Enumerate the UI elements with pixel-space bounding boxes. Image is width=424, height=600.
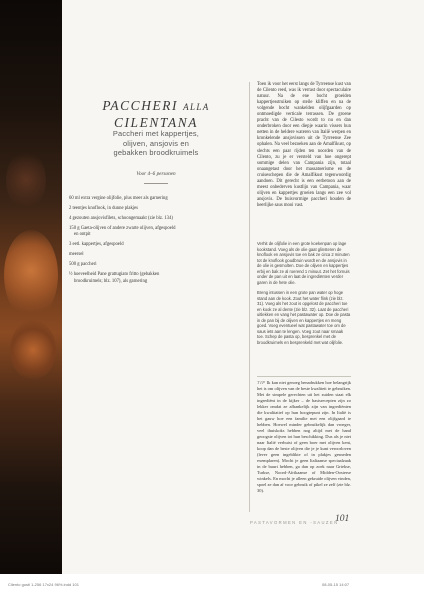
recipe-title xyxy=(62,98,250,130)
title-main: PACCHERI xyxy=(102,98,179,113)
servings-note: Voor 4–6 personen xyxy=(136,171,176,177)
print-slug xyxy=(0,574,424,600)
print-file-info: Cilento gusti 1-256 17x24 96%.indd 101 xyxy=(8,582,79,587)
recipe-subtitle: Paccheri met kappertjes, olijven, ansjovis en gebakken broodkruimels xyxy=(112,129,200,158)
ingredient-item: 60 ml extra vergine olijfolie, plus meer als garnering xyxy=(69,196,168,201)
section-label: PASTAVORMEN EN -SAUZEN xyxy=(250,520,339,525)
ingredient-list xyxy=(69,196,177,289)
tip-label: TIP xyxy=(257,380,266,385)
ingredient-item: 150 g Gaeta-olijven of andere zwarte olijven, afgespoeld en ontpit xyxy=(69,226,176,238)
method-step: Verhit de olijfolie in een grote koekenpan op lage kookstand. Voeg als de olie gaat glinsteren de knoflook en ansjovis toe en bak ze circa 2 minuten tot de knoflook goudbruin wordt en de ansjovis in de olie is gesmolten. Doe de olijven en kappertjes erbij en bak ze al roerend 1 minuut. Zet het fornuis onder de pan uit en laat de ingrediënten verder garen in de hete olie. xyxy=(257,241,350,285)
ingredient-item: meersel xyxy=(69,252,84,258)
ingredient-item: 3 eetl. kappertjes, afgespoeld xyxy=(69,242,124,248)
column-divider xyxy=(249,82,250,512)
ingredient-item: 2 teentjes knoflook, in dunne plakjes xyxy=(69,206,138,211)
divider xyxy=(144,183,168,184)
print-timestamp: 08-05-15 14:07 xyxy=(322,582,350,587)
title-alla: ALLA xyxy=(183,102,210,112)
tip-text: Ik kan niet genoeg benadrukken hoe belangrijk het is om olijven van de beste kwaliteit te gebruiken. Met de simpele gerechten uit het zuiden staat elk ingrediënt in de kijker – de basisrecepten zijn zo lekker omdat ze afhankelijk zijn van ingrediënten die kwalitatief op hun hoogtepunt zijn. In Italië is het gauw hoe een familie met een olijfgaard te hebben. Hoewel minder gebruikelijk dan vroeger, veel thuiskoks hebben nog altijd met de hand geoogste olijven tot hun beschikking. Dus als je niet naar Italië verhuist of geen boer met olijven kent, koop dan de beste olijven die je je kunt veroorloven (lever geen ingeblikte of in plakjes gesneden exemplaren). Mocht je geen Italiaanse speciaalzaak in de buurt hebben, ga dan op zoek naar Griekse, Turkse, Noord-Afrikaanse of Midden-Oosterse winkels. En mocht je alleen gekruide olijven vinden, spoel ze dan af voor gebruik of pikel ze zelf (zie blz. 30). xyxy=(257,380,351,493)
method-step: Breng intussen in een grote pan water op hoge stand aan de kook. Zout het water flink (zie blz. 31). Voeg als het zout is opgelost de paccheri toe en kook ze al dente (zie blz. 32). Laat de paccheri uitlekken en vang het pastawater op. Doe de pasta in de pan bij de olijven en kappertjes en meng goed. Voeg eventueel wat pastawater toe om de saus iets aan te lengen. Voeg zout naar smaak toe. Schep de pasta op, besprenkel met de broodkruimels en besprenkeld met wat olijfolie. xyxy=(257,290,351,345)
tip-box xyxy=(257,380,351,494)
intro-text: Toen ik voor het eerst langs de Tyrreense kust van de Cilento reed, was ik verrast door spectaculaire natuur. Na de ene bocht groeiden kappertjesstruiken op steile kliffen en na de volgende bocht wankelden olijfgaarden op ontmoedigde verticale terrassen. De groene pracht van de Cilesto wordt to nu en dan onderbroken door een diepje waarin vissers hun netten in de heldere wateren van Italië werpen en kronkelende ansjovissen uit de Tyrreense Zee ophalen. Na veel bezoeken aan de Amalfikust, op slechts een paar rijden ten noorden van de Cilento, zu je er versteld van hoe ongerept sommige delen van Campania zijn, totaal onaangetast door het massatoerisme en de cruiseschepen die de Amalfikust tegenwoordig aandoen. Dit gerecht is een eerbetoon aan de meest onbederven kustlijn van Campania, waar olijven en kappertjes groeien langs een zee vol ansjovis. De buisvormige paccheri houden de heerlijke saus mooi vast. xyxy=(257,82,351,208)
food-photo xyxy=(0,0,62,574)
ingredient-item: 4 gezouten ansjovisfilets, schoongemaakt (zie blz. 134) xyxy=(69,216,173,221)
page-number: 101 xyxy=(335,514,350,524)
title-end: CILENTANA xyxy=(113,115,199,130)
method-steps xyxy=(257,241,351,350)
ingredient-item: ½ hoeveelheid Pane grattugiato fritto (gebakken broodkruimels; blz. 107), als garnering xyxy=(69,272,160,284)
tip-divider xyxy=(257,376,351,377)
ingredient-item: 500 g paccheri xyxy=(69,262,97,268)
